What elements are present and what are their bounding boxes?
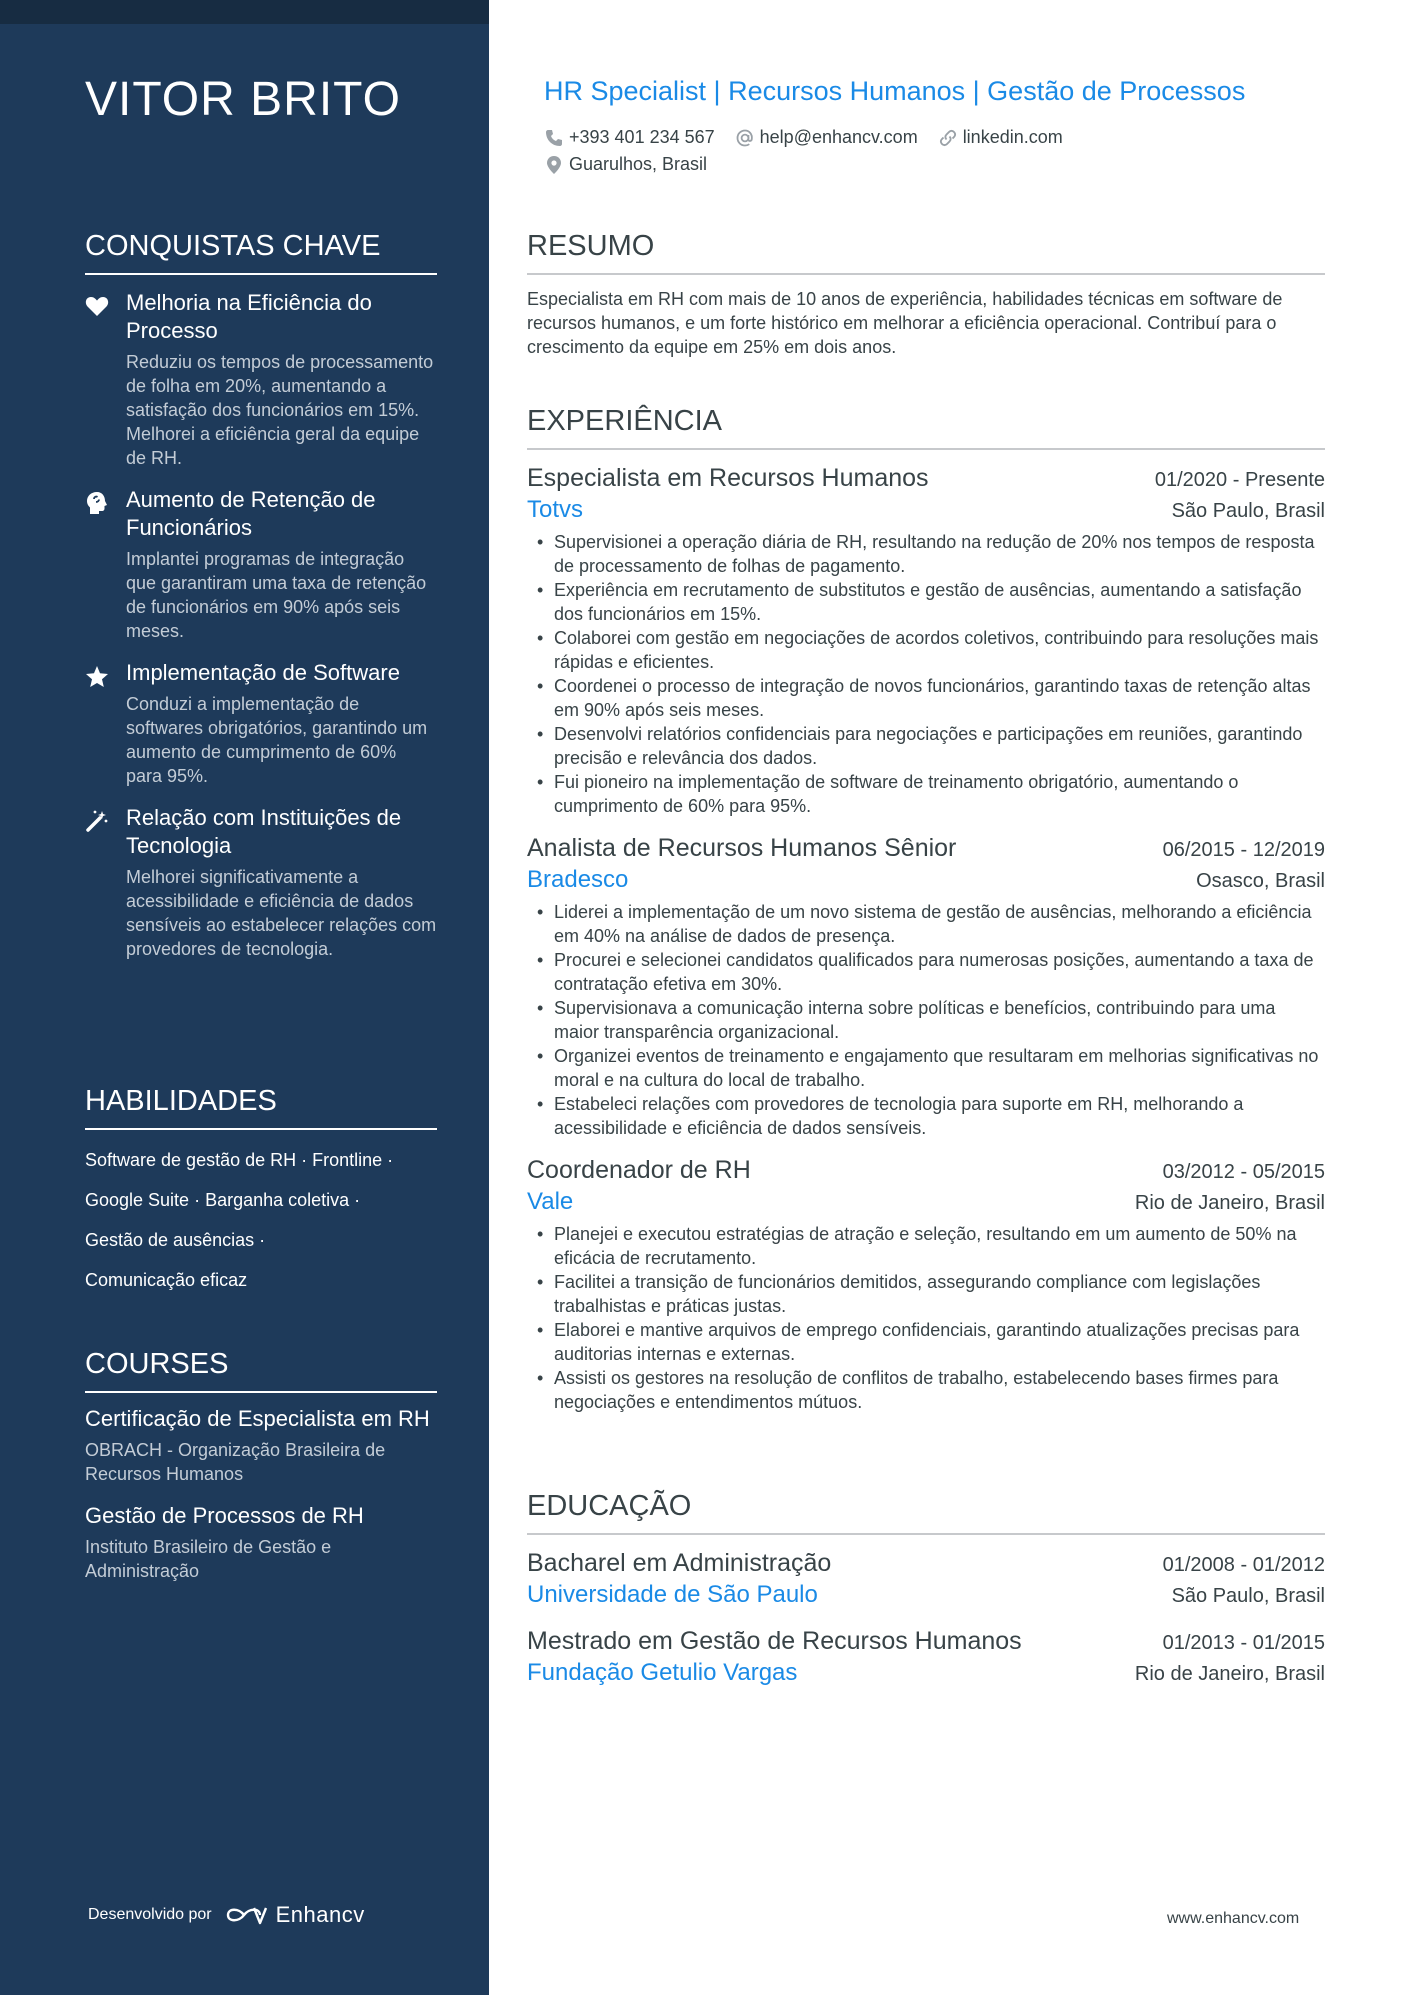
sidebar	[0, 0, 489, 1995]
school-name: Fundação Getulio Vargas	[527, 1659, 798, 1686]
job-title: Especialista em Recursos Humanos	[527, 464, 929, 492]
star-icon	[85, 664, 109, 688]
contact-location	[544, 154, 707, 175]
job-dates: 03/2012 - 05/2015	[1162, 1161, 1325, 1183]
degree-title: Bacharel em Administração	[527, 1549, 832, 1577]
bullet-item: • Colaborei com gestão em negociações de acordos coletivos, contribuindo para resoluções mais rápidas e eficientes.	[527, 626, 1325, 674]
skill-line: Software de gestão de RH · Frontline ·	[85, 1150, 394, 1170]
achievement-title: Implementação de Software	[126, 660, 400, 685]
contact-phone	[544, 127, 715, 148]
email-address[interactable]: help@enhancv.com	[759, 127, 918, 147]
course-organization: Instituto Brasileiro de Gestão e Administração	[85, 1537, 332, 1581]
job-bullets	[527, 1222, 1325, 1414]
job-dates: 01/2020 - Presente	[1154, 469, 1325, 491]
achievement-item	[85, 289, 437, 470]
location-pin-icon	[544, 155, 564, 175]
job-entry	[527, 1154, 1325, 1414]
bullet-item: • Fui pioneiro na implementação de software de treinamento obrigatório, aumentando o cumprimento de 60% para 95%.	[527, 770, 1325, 818]
candidate-name: VITOR BRITO	[85, 73, 401, 126]
job-location: Osasco, Brasil	[1196, 870, 1325, 892]
achievement-item	[85, 659, 437, 788]
company-name: Vale	[527, 1188, 574, 1215]
bullet-item: • Coordenei o processo de integração de novos funcionários, garantindo taxas de retenção altas em 90% após seis meses.	[527, 674, 1325, 722]
courses-title: COURSES	[85, 1348, 437, 1393]
powered-by-label: Desenvolvido por	[88, 1906, 212, 1923]
education-location: São Paulo, Brasil	[1171, 1585, 1325, 1607]
job-bullets	[527, 530, 1325, 818]
enhancv-logo-icon	[224, 1903, 270, 1927]
headline: HR Specialist | Recursos Humanos | Gestão de Processos	[544, 76, 1246, 106]
education-title: EDUCAÇÃO	[527, 1490, 1325, 1535]
achievement-title: Relação com Instituições de Tecnologia	[126, 805, 402, 858]
skill-line: Google Suite · Barganha coletiva ·	[85, 1190, 361, 1210]
course-organization: OBRACH - Organização Brasileira de Recursos Humanos	[85, 1440, 386, 1484]
skills-list	[85, 1140, 437, 1300]
skills-title: HABILIDADES	[85, 1085, 437, 1130]
link-icon	[938, 128, 958, 148]
achievement-item	[85, 486, 437, 643]
job-title: Coordenador de RH	[527, 1156, 751, 1184]
achievement-description: Implantei programas de integração que garantiram uma taxa de retenção de funcionários em 90% após seis meses.	[126, 549, 427, 641]
bullet-item: • Liderei a implementação de um novo sistema de gestão de ausências, melhorando a eficiência em 40% na análise de dados de presença.	[527, 900, 1325, 948]
skills-section	[85, 1085, 437, 1300]
bullet-item: • Desenvolvi relatórios confidenciais para negociações e participações em reuniões, garantindo precisão e relevância dos dados.	[527, 722, 1325, 770]
bullet-item: • Supervisionei a operação diária de RH, resultando na redução de 20% nos tempos de resposta de processamento de folhas de pagamento.	[527, 530, 1325, 578]
achievement-title: Aumento de Retenção de Funcionários	[126, 487, 376, 540]
footer-website[interactable]: www.enhancv.com	[1167, 1910, 1300, 1927]
course-title: Gestão de Processos de RH	[85, 1503, 364, 1528]
bullet-item: • Planejei e executou estratégias de atração e seleção, resultando em um aumento de 50% na eficácia de recrutamento.	[527, 1222, 1325, 1270]
experience-section	[527, 405, 1325, 1414]
company-name: Bradesco	[527, 866, 629, 893]
achievement-title: Melhoria na Eficiência do Processo	[126, 290, 372, 343]
heart-icon	[85, 294, 109, 318]
education-section	[527, 1490, 1325, 1689]
experience-title: EXPERIÊNCIA	[527, 405, 1325, 450]
degree-title: Mestrado em Gestão de Recursos Humanos	[527, 1627, 1022, 1655]
skill-line: Gestão de ausências ·	[85, 1230, 266, 1250]
achievements-section	[85, 230, 437, 961]
education-entry	[527, 1625, 1325, 1689]
course-item	[85, 1502, 437, 1583]
bullet-item: • Elaborei e mantive arquivos de emprego confidenciais, garantindo atualizações precisas para auditorias internas e externas.	[527, 1318, 1325, 1366]
magic-wand-icon	[85, 809, 109, 833]
bullet-item: • Experiência em recrutamento de substitutos e gestão de ausências, aumentando a satisfação dos funcionários em 15%.	[527, 578, 1325, 626]
at-icon	[735, 128, 755, 148]
achievements-title: CONQUISTAS CHAVE	[85, 230, 437, 275]
achievement-description: Reduziu os tempos de processamento de folha em 20%, aumentando a satisfação dos funcionários em 15%. Melhorei a eficiência geral da equipe de RH.	[126, 352, 434, 468]
education-dates: 01/2013 - 01/2015	[1162, 1632, 1325, 1654]
job-dates: 06/2015 - 12/2019	[1162, 839, 1325, 861]
bullet-item: • Assisti os gestores na resolução de conflitos de trabalho, estabelecendo bases firmes para negociações e entendimentos mútuos.	[527, 1366, 1325, 1414]
contact-email[interactable]	[735, 127, 918, 148]
skill-line: Comunicação eficaz	[85, 1270, 248, 1290]
enhancv-brand: Enhancv	[275, 1902, 365, 1927]
bullet-item: • Supervisionava a comunicação interna sobre políticas e benefícios, contribuindo para uma maior transparência organizacional.	[527, 996, 1325, 1044]
summary-title: RESUMO	[527, 230, 1325, 275]
bullet-item: • Facilitei a transição de funcionários demitidos, assegurando compliance com legislações trabalhistas e práticas justas.	[527, 1270, 1325, 1318]
achievement-description: Melhorei significativamente a acessibilidade e eficiência de dados sensíveis ao estabelecer relações com provedores de tecnologia.	[126, 867, 437, 959]
linkedin-url[interactable]: linkedin.com	[962, 127, 1063, 147]
education-location: Rio de Janeiro, Brasil	[1134, 1663, 1325, 1685]
summary-text: Especialista em RH com mais de 10 anos de experiência, habilidades técnicas em software de recursos humanos, e um forte histórico em melhorar a eficiência operacional. Contribuí para o crescimento da equipe em 25% em dois anos.	[527, 289, 1283, 357]
sidebar-top-strip	[0, 0, 489, 24]
job-location: Rio de Janeiro, Brasil	[1134, 1192, 1325, 1214]
course-title: Certificação de Especialista em RH	[85, 1406, 430, 1431]
contact-info	[544, 124, 1344, 178]
bullet-item: • Estabeleci relações com provedores de tecnologia para suporte em RH, melhorando a acessibilidade e eficiência de dados sensíveis.	[527, 1092, 1325, 1140]
summary-section	[527, 230, 1325, 359]
bullet-item: • Organizei eventos de treinamento e engajamento que resultaram em melhorias significativas no moral e na cultura do local de trabalho.	[527, 1044, 1325, 1092]
company-name: Totvs	[527, 496, 584, 523]
job-entry	[527, 462, 1325, 818]
location-text: Guarulhos, Brasil	[569, 154, 708, 174]
job-bullets	[527, 900, 1325, 1140]
job-entry	[527, 832, 1325, 1140]
education-dates: 01/2008 - 01/2012	[1162, 1554, 1325, 1576]
school-name: Universidade de São Paulo	[527, 1581, 818, 1608]
brain-icon	[85, 491, 109, 515]
powered-by	[88, 1902, 365, 1928]
job-location: São Paulo, Brasil	[1171, 500, 1325, 522]
course-item	[85, 1405, 437, 1486]
job-title: Analista de Recursos Humanos Sênior	[527, 834, 957, 862]
phone-icon	[544, 128, 564, 148]
contact-linkedin[interactable]	[938, 127, 1063, 148]
achievement-description: Conduzi a implementação de softwares obrigatórios, garantindo um aumento de cumprimento de 60% para 95%.	[126, 694, 428, 786]
bullet-item: • Procurei e selecionei candidatos qualificados para numerosas posições, aumentando a taxa de contratação efetiva em 30%.	[527, 948, 1325, 996]
education-entry	[527, 1547, 1325, 1611]
achievement-item	[85, 804, 437, 961]
courses-section	[85, 1348, 437, 1583]
phone-number: +393 401 234 567	[569, 127, 715, 147]
